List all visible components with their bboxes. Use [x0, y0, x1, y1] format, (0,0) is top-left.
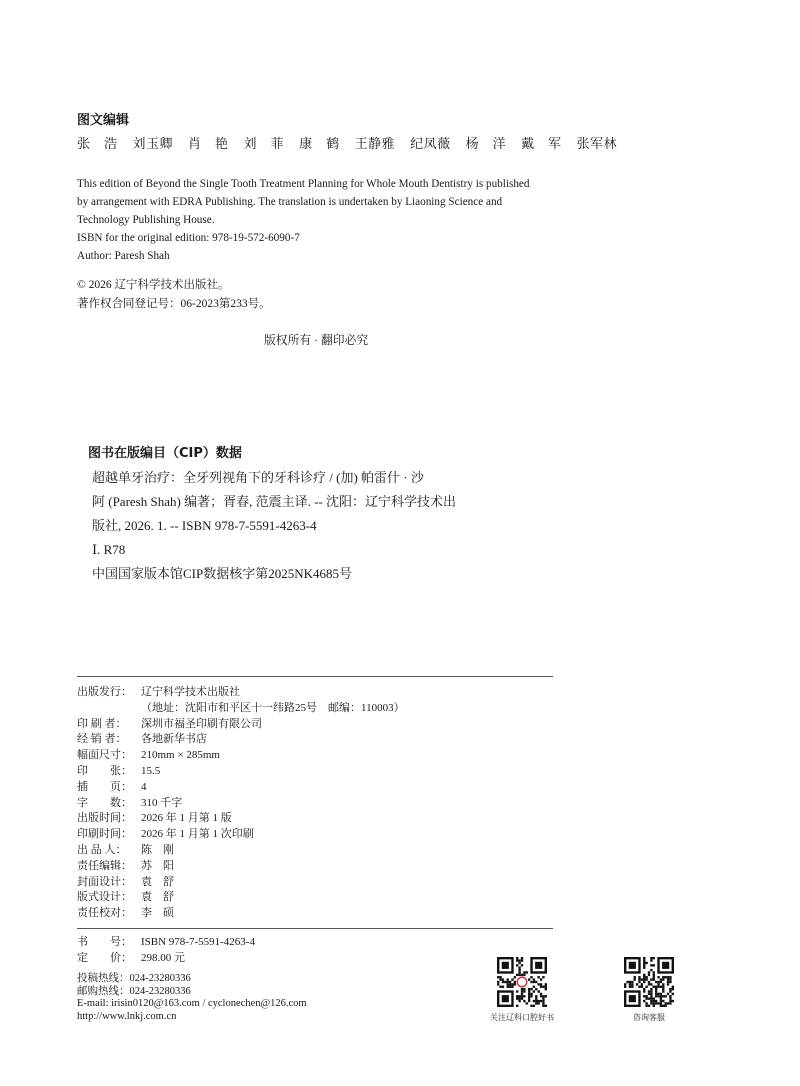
cip-heading: 图书在版编目（CIP）数据 — [88, 446, 242, 461]
editors-heading: 图文编辑 — [77, 113, 130, 128]
info-label: 印 刷 者： — [77, 717, 127, 730]
isbn-label: 书 号： — [77, 936, 132, 948]
info-row — [77, 906, 405, 922]
isbn-value: ISBN 978-7-5591-4263-4 — [141, 936, 255, 948]
isbn-row — [77, 934, 255, 950]
publisher-label: 出版发行： — [77, 686, 132, 698]
info-label: 印 张： — [77, 764, 132, 777]
contract-registration: 著作权合同登记号：06-2023第233号。 — [77, 298, 271, 310]
cip-line: 阿 (Paresh Shah) 编著；胥春, 范震主译. -- 沈阳：辽宁科学技术出 — [92, 494, 456, 509]
info-label: 幅面尺寸： — [77, 749, 132, 762]
info-value: 2026 年 1 月第 1 次印刷 — [141, 828, 254, 841]
publisher-row — [77, 685, 405, 701]
cip-line: 中国国家版本馆CIP数据核字第2025NK4685号 — [92, 566, 353, 581]
edition-notice-line: by arrangement with EDRA Publishing. The translation is undertaken by Liaoning Science and — [77, 196, 503, 208]
price-label: 定 价： — [77, 952, 132, 964]
contact-block — [77, 973, 307, 1023]
editor-name: 张军林 — [576, 137, 618, 152]
info-row — [77, 748, 405, 764]
edition-notice-line: Author: Paresh Shah — [77, 250, 170, 262]
copyright-line: © 2026 辽宁科学技术出版社。 — [77, 279, 230, 291]
submission-hotline: 投稿热线：024-23280336 — [77, 973, 191, 984]
info-row — [77, 875, 405, 891]
edition-notice-line: This edition of Beyond the Single Tooth Treatment Planning for Whole Mouth Dentistry is published — [77, 178, 530, 190]
info-row — [77, 717, 405, 733]
edition-notice — [77, 175, 530, 265]
editor-name: 纪凤薇 — [410, 137, 451, 152]
info-row — [77, 764, 405, 780]
info-row — [77, 780, 405, 796]
qr-caption-service: 咨询客服 — [633, 1013, 665, 1022]
mail-order-hotline: 邮购热线：024-23280336 — [77, 985, 191, 997]
copyright-block — [77, 276, 271, 314]
rights-reserved: 版权所有 · 翻印必究 — [264, 333, 369, 347]
info-value: 深圳市福圣印刷有限公司 — [141, 717, 262, 730]
info-row — [77, 732, 405, 748]
editor-name: 张 浩 — [77, 137, 118, 152]
info-value: 310 千字 — [141, 796, 183, 809]
cip-line: Ⅰ. R78 — [92, 542, 126, 557]
editor-name: 刘 菲 — [243, 137, 285, 152]
email-addresses: E-mail: irisin0120@163.com / cyclonechen@126.com — [77, 998, 307, 1009]
editor-name: 王静雅 — [354, 137, 396, 152]
editor-name: 肖 艳 — [188, 137, 229, 152]
info-row — [77, 859, 405, 875]
info-value: 陈 刚 — [141, 843, 174, 856]
info-value: 210mm × 285mm — [141, 749, 220, 762]
info-value: 袁 舒 — [141, 875, 174, 888]
divider — [77, 928, 553, 929]
info-value: 苏 阳 — [141, 859, 174, 872]
divider — [77, 676, 553, 677]
info-label: 印刷时间： — [77, 828, 132, 841]
qr-code-icon — [497, 957, 547, 1007]
info-value: 袁 舒 — [141, 891, 174, 904]
edition-notice-line: ISBN for the original edition: 978-19-572-6090-7 — [77, 232, 300, 244]
info-label: 版式设计： — [77, 891, 132, 904]
edition-notice-line: Technology Publishing House. — [77, 214, 215, 226]
price-row — [77, 950, 255, 966]
info-label: 出 品 人： — [77, 843, 127, 856]
info-value: 15.5 — [141, 764, 161, 777]
info-value: 4 — [141, 780, 147, 793]
publisher-name: 辽宁科学技术出版社 — [141, 686, 240, 698]
info-value: 2026 年 1 月第 1 版 — [141, 812, 232, 825]
cip-line: 版社, 2026. 1. -- ISBN 978-7-5591-4263-4 — [92, 518, 317, 533]
info-row — [77, 827, 405, 843]
info-label: 责任编辑： — [77, 859, 132, 872]
qr-caption-follow: 关注辽科口腔好书 — [490, 1013, 554, 1022]
cip-body — [92, 466, 456, 586]
address-row — [77, 701, 405, 717]
info-value: 李 硕 — [141, 907, 174, 920]
editors-names — [77, 133, 632, 152]
info-label: 封面设计： — [77, 875, 132, 888]
publication-info — [77, 685, 405, 922]
info-row — [77, 796, 405, 812]
info-label: 责任校对： — [77, 907, 132, 920]
cip-line: 超越单牙治疗：全牙列视角下的牙科诊疗 / (加) 帕雷什 · 沙 — [92, 470, 424, 485]
info-value: 各地新华书店 — [141, 733, 207, 746]
publisher-address: （地址：沈阳市和平区十一纬路25号 邮编：110003） — [141, 701, 405, 714]
info-row — [77, 811, 405, 827]
editor-name: 刘玉卿 — [132, 137, 174, 152]
price-value: 298.00 元 — [141, 952, 185, 964]
info-label: 出版时间： — [77, 812, 132, 825]
info-label: 经 销 者： — [77, 733, 127, 746]
info-label: 字 数： — [77, 796, 132, 809]
qr-code-icon — [624, 957, 674, 1007]
isbn-price-block — [77, 934, 255, 966]
editor-name: 杨 洋 — [465, 137, 507, 152]
website-url[interactable]: http://www.lnkj.com.cn — [77, 1010, 177, 1022]
editor-name: 戴 军 — [521, 137, 562, 152]
editor-name: 康 鹤 — [299, 137, 340, 152]
info-row — [77, 843, 405, 859]
info-row — [77, 890, 405, 906]
info-label: 插 页： — [77, 780, 132, 793]
